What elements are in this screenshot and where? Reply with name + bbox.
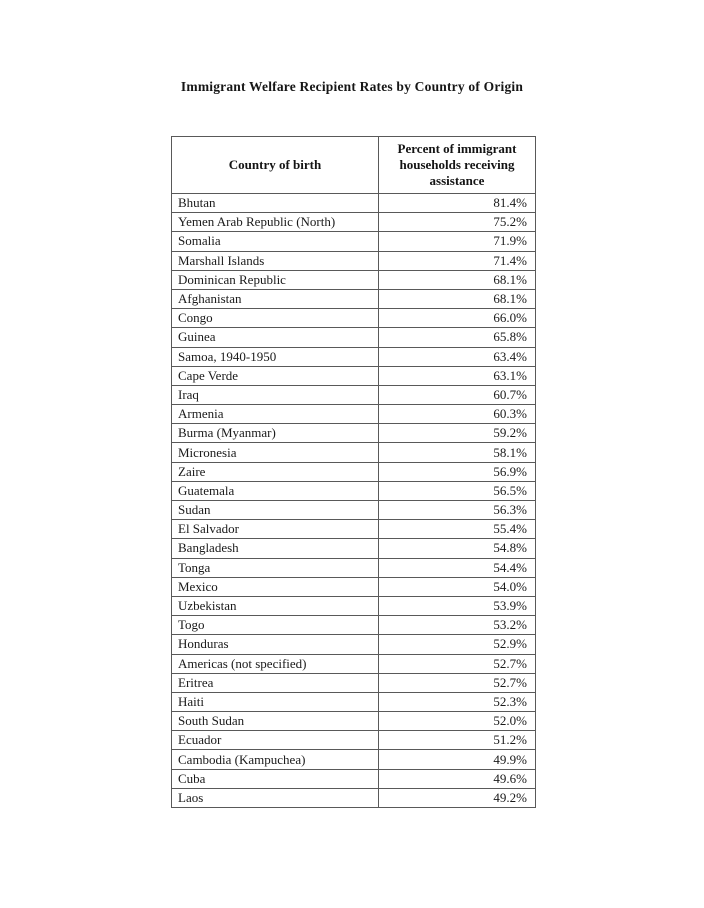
country-cell: Guatemala [172, 481, 379, 500]
table-container [171, 136, 536, 808]
table-row [172, 443, 536, 462]
country-cell: Zaire [172, 462, 379, 481]
column-header-country: Country of birth [172, 137, 379, 194]
country-cell: Cambodia (Kampuchea) [172, 750, 379, 769]
country-cell: Laos [172, 788, 379, 807]
table-row [172, 577, 536, 596]
table-row [172, 309, 536, 328]
country-cell: Burma (Myanmar) [172, 424, 379, 443]
percent-cell: 65.8% [379, 328, 536, 347]
table-row [172, 539, 536, 558]
percent-cell: 52.3% [379, 692, 536, 711]
table-row [172, 213, 536, 232]
percent-cell: 58.1% [379, 443, 536, 462]
table-row [172, 788, 536, 807]
percent-cell: 52.7% [379, 654, 536, 673]
country-cell: Bangladesh [172, 539, 379, 558]
percent-cell: 75.2% [379, 213, 536, 232]
percent-cell: 63.1% [379, 366, 536, 385]
table-row [172, 462, 536, 481]
country-cell: Cape Verde [172, 366, 379, 385]
percent-cell: 52.0% [379, 712, 536, 731]
table-row [172, 501, 536, 520]
table-row [172, 558, 536, 577]
country-cell: Eritrea [172, 673, 379, 692]
country-cell: South Sudan [172, 712, 379, 731]
table-row [172, 328, 536, 347]
country-cell: Micronesia [172, 443, 379, 462]
country-cell: Congo [172, 309, 379, 328]
percent-cell: 55.4% [379, 520, 536, 539]
country-cell: Dominican Republic [172, 270, 379, 289]
country-cell: Samoa, 1940-1950 [172, 347, 379, 366]
percent-cell: 52.9% [379, 635, 536, 654]
country-cell: Honduras [172, 635, 379, 654]
country-cell: Sudan [172, 501, 379, 520]
country-cell: El Salvador [172, 520, 379, 539]
table-row [172, 481, 536, 500]
table-body [172, 194, 536, 808]
percent-cell: 56.9% [379, 462, 536, 481]
table-row [172, 347, 536, 366]
table-row [172, 692, 536, 711]
country-cell: Afghanistan [172, 289, 379, 308]
table-row [172, 289, 536, 308]
percent-cell: 56.5% [379, 481, 536, 500]
percent-cell: 81.4% [379, 194, 536, 213]
table-header [172, 137, 536, 194]
table-row [172, 366, 536, 385]
country-cell: Cuba [172, 769, 379, 788]
country-cell: Mexico [172, 577, 379, 596]
country-cell: Yemen Arab Republic (North) [172, 213, 379, 232]
percent-cell: 68.1% [379, 289, 536, 308]
percent-cell: 52.7% [379, 673, 536, 692]
percent-cell: 51.2% [379, 731, 536, 750]
country-cell: Guinea [172, 328, 379, 347]
table-row [172, 769, 536, 788]
table-row [172, 750, 536, 769]
percent-cell: 63.4% [379, 347, 536, 366]
percent-cell: 49.9% [379, 750, 536, 769]
country-cell: Americas (not specified) [172, 654, 379, 673]
table-row [172, 596, 536, 615]
country-cell: Somalia [172, 232, 379, 251]
page-title: Immigrant Welfare Recipient Rates by Country of Origin [180, 79, 524, 94]
country-cell: Iraq [172, 385, 379, 404]
percent-cell: 53.9% [379, 596, 536, 615]
table-row [172, 405, 536, 424]
table-row [172, 232, 536, 251]
percent-cell: 71.4% [379, 251, 536, 270]
table-row [172, 520, 536, 539]
percent-cell: 59.2% [379, 424, 536, 443]
welfare-rates-table [171, 136, 536, 808]
table-row [172, 424, 536, 443]
country-cell: Armenia [172, 405, 379, 424]
column-header-percent: Percent of immigrant households receiving assistance [379, 137, 536, 194]
country-cell: Togo [172, 616, 379, 635]
percent-cell: 54.0% [379, 577, 536, 596]
percent-cell: 60.7% [379, 385, 536, 404]
country-cell: Uzbekistan [172, 596, 379, 615]
table-row [172, 270, 536, 289]
table-row [172, 616, 536, 635]
percent-cell: 49.2% [379, 788, 536, 807]
table-row [172, 194, 536, 213]
table-row [172, 385, 536, 404]
percent-cell: 66.0% [379, 309, 536, 328]
country-cell: Ecuador [172, 731, 379, 750]
table-row [172, 654, 536, 673]
country-cell: Marshall Islands [172, 251, 379, 270]
country-cell: Bhutan [172, 194, 379, 213]
table-row [172, 673, 536, 692]
table-row [172, 712, 536, 731]
percent-cell: 53.2% [379, 616, 536, 635]
percent-cell: 56.3% [379, 501, 536, 520]
table-row [172, 635, 536, 654]
percent-cell: 54.4% [379, 558, 536, 577]
percent-cell: 49.6% [379, 769, 536, 788]
table-row [172, 251, 536, 270]
header-row [172, 137, 536, 194]
percent-cell: 71.9% [379, 232, 536, 251]
country-cell: Tonga [172, 558, 379, 577]
country-cell: Haiti [172, 692, 379, 711]
table-row [172, 731, 536, 750]
percent-cell: 68.1% [379, 270, 536, 289]
percent-cell: 54.8% [379, 539, 536, 558]
percent-cell: 60.3% [379, 405, 536, 424]
